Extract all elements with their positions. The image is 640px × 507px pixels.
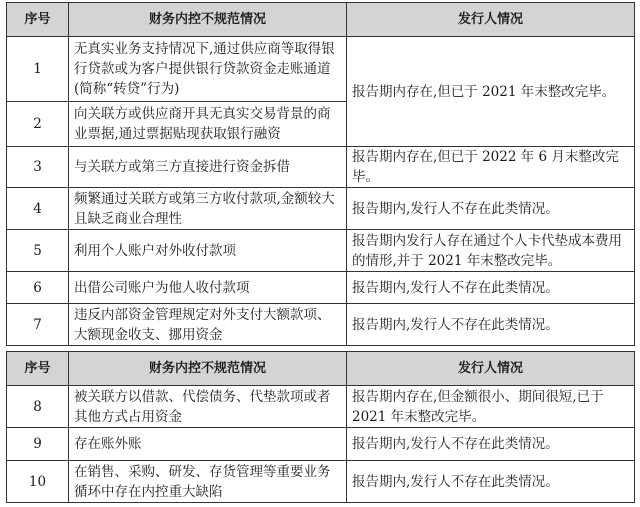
row-no: 1: [7, 37, 69, 102]
row-no: 2: [7, 102, 69, 147]
header-status: 发行人情况: [347, 3, 635, 37]
row-issue: 与关联方或第三方直接进行资金拆借: [69, 147, 347, 188]
row-issue: 无真实业务支持情况下,通过供应商等取得银行贷款或为客户提供银行贷款资金走账通道(简称“转贷”行为): [69, 37, 347, 102]
table-header-row: [7, 352, 635, 386]
row-no: 9: [7, 428, 69, 461]
row-issue: 被关联方以借款、代偿债务、代垫款项或者其他方式占用资金: [69, 386, 347, 428]
row-status: 报告期内存在,但已于 2021 年末整改完毕。: [347, 37, 635, 147]
table-row: [7, 386, 635, 428]
table-header-row: [7, 3, 635, 37]
table-row: [7, 272, 635, 304]
row-status: 报告期内,发行人不存在此类情况。: [347, 304, 635, 346]
row-no: 5: [7, 230, 69, 272]
row-issue: 利用个人账户对外收付款项: [69, 230, 347, 272]
row-no: 8: [7, 386, 69, 428]
header-issue: 财务内控不规范情况: [69, 3, 347, 37]
row-status: 报告期内存在,但金额很小、期间很短,已于 2021 年末整改完毕。: [347, 386, 635, 428]
row-issue: 存在账外账: [69, 428, 347, 461]
table-row: [7, 37, 635, 102]
row-no: 6: [7, 272, 69, 304]
row-issue: 频繁通过关联方或第三方收付款项,金额较大且缺乏商业合理性: [69, 188, 347, 230]
table-row: [7, 461, 635, 503]
table-row: [7, 304, 635, 346]
row-issue: 向关联方或供应商开具无真实交易背景的商业票据,通过票据贴现获取银行融资: [69, 102, 347, 147]
internal-control-table-2: [6, 351, 635, 503]
row-no: 3: [7, 147, 69, 188]
row-no: 4: [7, 188, 69, 230]
row-status: 报告期内,发行人不存在此类情况。: [347, 272, 635, 304]
header-issue: 财务内控不规范情况: [69, 352, 347, 386]
row-issue: 出借公司账户为他人收付款项: [69, 272, 347, 304]
header-status: 发行人情况: [347, 352, 635, 386]
row-issue: 在销售、采购、研发、存货管理等重要业务循环中存在内控重大缺陷: [69, 461, 347, 503]
table-row: [7, 147, 635, 188]
row-no: 10: [7, 461, 69, 503]
table-row: [7, 230, 635, 272]
internal-control-table-1: [6, 2, 635, 346]
row-status: 报告期内,发行人不存在此类情况。: [347, 461, 635, 503]
header-no: 序号: [7, 3, 69, 37]
row-status: 报告期内发行人存在通过个人卡代垫成本费用的情形,并于 2021 年末整改完毕。: [347, 230, 635, 272]
table-row: [7, 428, 635, 461]
row-issue: 违反内部资金管理规定对外支付大额款项、大额现金收支、挪用资金: [69, 304, 347, 346]
row-status: 报告期内存在,但已于 2022 年 6 月末整改完毕。: [347, 147, 635, 188]
row-status: 报告期内,发行人不存在此类情况。: [347, 188, 635, 230]
row-no: 7: [7, 304, 69, 346]
header-no: 序号: [7, 352, 69, 386]
table-row: [7, 188, 635, 230]
row-status: 报告期内,发行人不存在此类情况。: [347, 428, 635, 461]
